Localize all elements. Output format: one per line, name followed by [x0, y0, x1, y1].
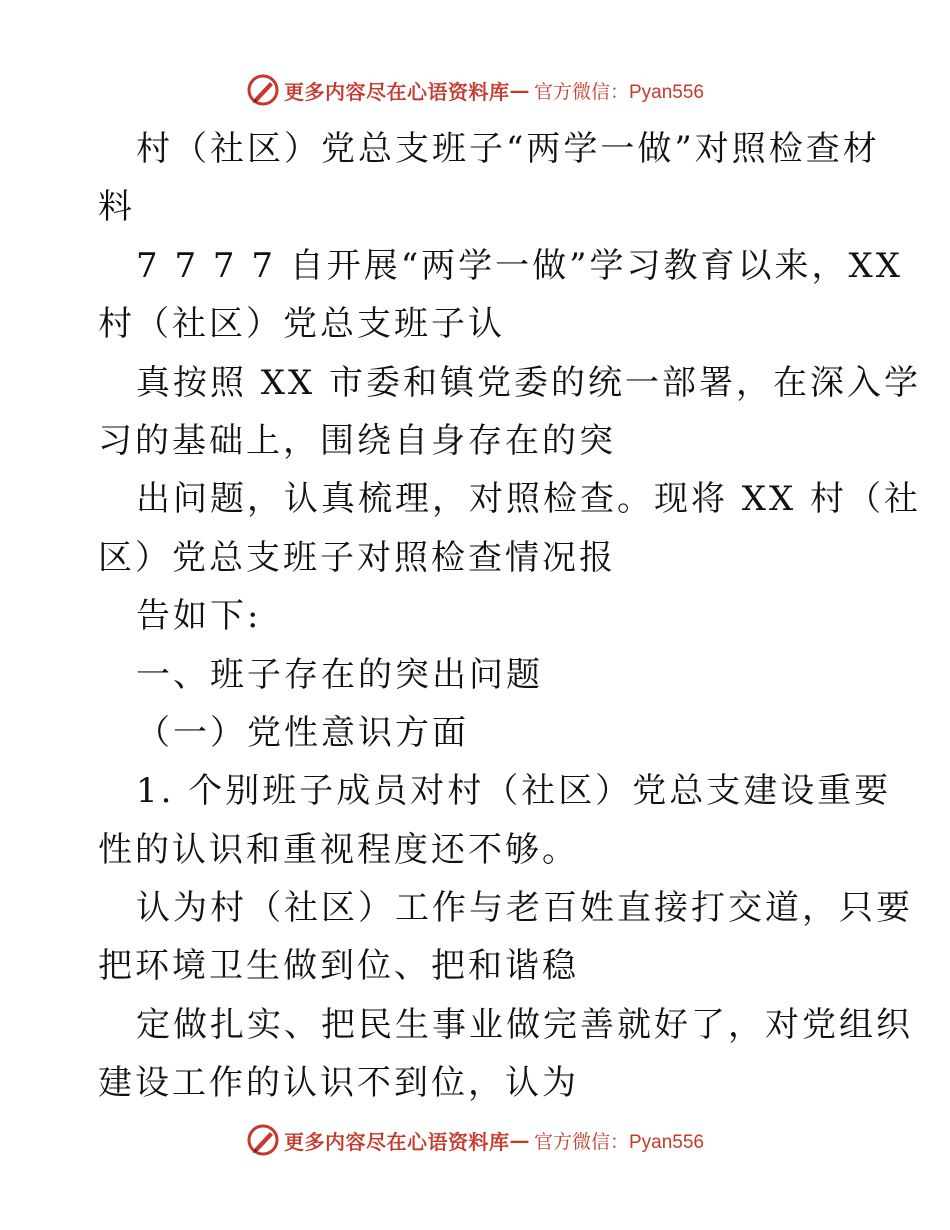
title-line-2: 料 [98, 187, 135, 228]
watermark-site-text: 更多内容尽在心语资料库 [283, 1129, 510, 1154]
list-item-line: 1. 个别班子成员对村（社区）党总支建设重要 [136, 771, 892, 812]
section-heading: 一、班子存在的突出问题 [136, 654, 543, 695]
watermark-site-text: 更多内容尽在心语资料库 [283, 79, 510, 104]
footer-watermark-banner [0, 1120, 950, 1160]
watermark-wechat-text: 官方微信：Pyan556 [533, 1131, 704, 1153]
paragraph-line: 认为村（社区）工作与老百姓直接打交道，只要 [136, 888, 913, 929]
paragraph-line: 7 7 7 7 自开展“两学一做”学习教育以来，XX [136, 245, 903, 286]
header-watermark-banner [0, 70, 950, 110]
paragraph-line: 真按照 XX 市委和镇党委的统一部署，在深入学 [136, 362, 922, 403]
pen-logo-icon [246, 73, 280, 107]
pen-logo-icon [246, 1123, 280, 1157]
paragraph-line: 建设工作的认识不到位，认为 [98, 1063, 579, 1104]
watermark-separator: — [509, 78, 530, 102]
title-line-1: 村（社区）党总支班子“两学一做”对照检查材 [136, 129, 880, 169]
paragraph-line: 出问题，认真梳理，对照检查。现将 XX 村（社 [136, 479, 922, 520]
paragraph-line: 区）党总支班子对照检查情况报 [98, 537, 616, 578]
subsection-heading: （一）党性意识方面 [136, 712, 469, 753]
paragraph-line: 告如下: [136, 596, 262, 637]
document-body [98, 120, 922, 1113]
paragraph-line: 村（社区）党总支班子认 [98, 304, 505, 345]
list-item-line: 性的认识和重视程度还不够。 [98, 829, 579, 870]
paragraph-line: 习的基础上，围绕自身存在的突 [98, 420, 616, 461]
watermark-separator: — [509, 1128, 530, 1152]
paragraph-line: 把环境卫生做到位、把和谐稳 [98, 946, 579, 987]
watermark-wechat-text: 官方微信：Pyan556 [533, 81, 704, 103]
paragraph-line: 定做扎实、把民生事业做完善就好了，对党组织 [136, 1004, 913, 1045]
